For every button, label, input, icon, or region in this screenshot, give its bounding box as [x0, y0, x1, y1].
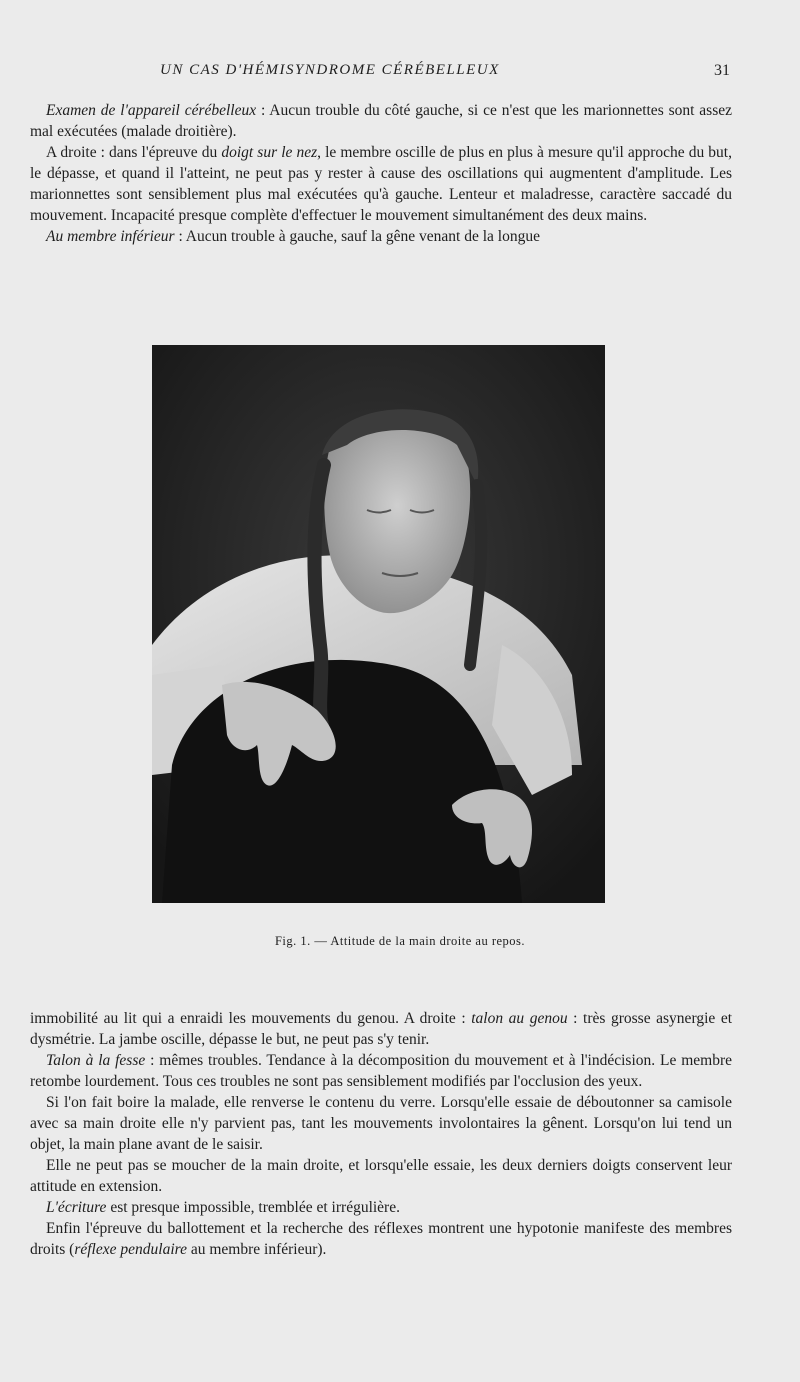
paragraph	[30, 1092, 732, 1155]
paragraph-emphasis: L'écriture	[46, 1199, 107, 1216]
paragraph	[30, 1050, 732, 1092]
paragraph-text: au membre inférieur).	[186, 1241, 327, 1258]
paragraph-text: : Aucun trouble du côté gauche, si ce n'est que les marionnettes sont assez mal exécutées (malade droitière).	[30, 102, 732, 140]
paragraph-emphasis: Talon à la fesse	[46, 1052, 146, 1069]
patient-photo-illustration	[152, 345, 605, 903]
paragraph	[30, 142, 732, 226]
paragraph	[30, 1197, 732, 1218]
body-text-bottom	[30, 1008, 732, 1260]
figure-photograph	[152, 345, 605, 903]
paragraph-emphasis: doigt sur le nez	[221, 144, 318, 161]
paragraph-emphasis: réflexe pendulaire	[74, 1241, 187, 1258]
paragraph-lead: Au membre inférieur	[46, 228, 175, 245]
paragraph	[30, 100, 732, 142]
paragraph-text: Elle ne peut pas se moucher de la main droite, et lorsqu'elle essaie, les deux derniers doigts conservent leur attitude en extension.	[30, 1157, 732, 1195]
page-number: 31	[714, 62, 730, 79]
paragraph-text: est presque impossible, tremblée et irrégulière.	[106, 1199, 400, 1216]
paragraph-emphasis: talon au genou	[471, 1010, 568, 1027]
running-title: UN CAS D'HÉMISYNDROME CÉRÉBELLEUX	[160, 62, 500, 78]
paragraph-text: : très grosse asynergie et dysmétrie. La jambe oscille, dépasse le but, ne peut pas s'y tenir.	[30, 1010, 733, 1048]
figure-caption: Fig. 1. — Attitude de la main droite au repos.	[274, 934, 526, 948]
paragraph	[30, 1218, 732, 1260]
paragraph	[30, 1008, 732, 1050]
body-text-top	[30, 100, 732, 247]
paragraph-text: A droite : dans l'épreuve du	[46, 144, 222, 161]
paragraph	[30, 226, 732, 247]
paragraph-text: Si l'on fait boire la malade, elle renverse le contenu du verre. Lorsqu'elle essaie de déboutonner sa camisole avec sa main droite elle n'y parvient pas, tant les mouvements involontaires la gênent. Lorsqu'on lui tend un objet, la main plane avant de le saisir.	[30, 1094, 732, 1153]
paragraph-text: Enfin l'épreuve du ballottement et la recherche des réflexes montrent une hypotonie manifeste des membres droits (	[30, 1220, 732, 1258]
paragraph-text: : mêmes troubles. Tendance à la décomposition du mouvement et à l'indécision. Le membre retombe lourdement. Tous ces troubles ne sont pas sensiblement modifiés par l'occlusion des yeux.	[30, 1052, 732, 1090]
paragraph-text: : Aucun trouble à gauche, sauf la gêne venant de la longue	[174, 228, 540, 245]
paragraph-text: , le membre oscille de plus en plus à mesure qu'il approche du but, le dépasse, et quand il l'atteint, ne peut pas y rester à cause des oscillations qui augmentent d'amplitude. Les marionnettes sont sensiblement plus mal exécutées qu'à gauche. Lenteur et maladresse, caractère saccadé du mouvement. Incapacité presque complète d'effectuer le mouvement simultanément des deux mains.	[30, 144, 732, 224]
paragraph	[30, 1155, 732, 1197]
paragraph-text: immobilité au lit qui a enraidi les mouvements du genou. A droite :	[30, 1010, 472, 1027]
paragraph-lead: Examen de l'appareil cérébelleux	[46, 102, 257, 119]
